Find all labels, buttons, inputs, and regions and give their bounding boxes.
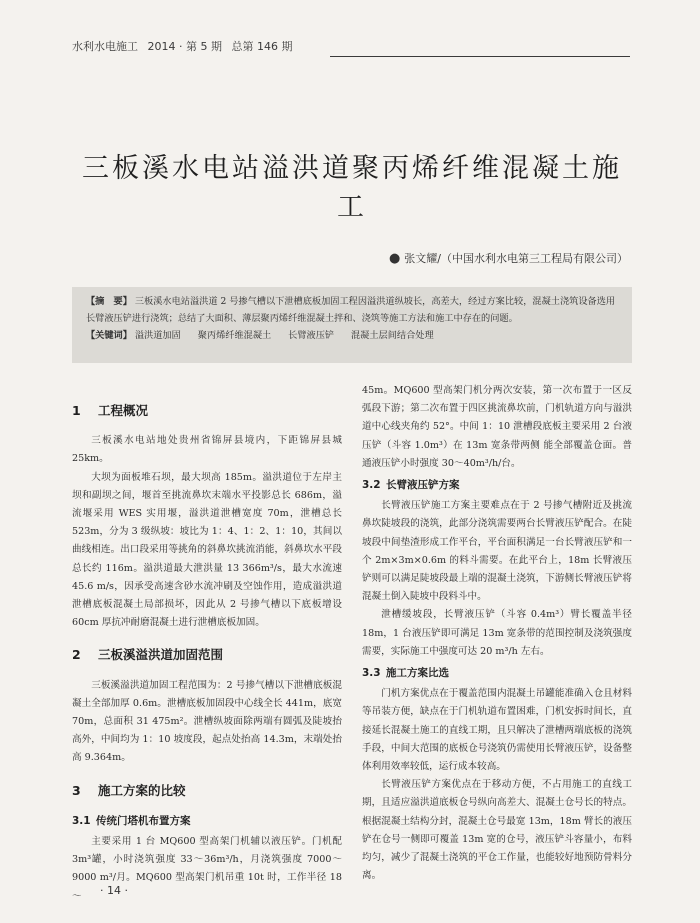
abstract-text: 三板溪水电站溢洪道 2 号掺气槽以下泄槽底板加固工程因溢洪道纵坡长，高差大，经过方案比较，混凝土浇筑设备选用长臂液压铲进行浇筑；总结了大面积、薄层聚丙烯纤维混凝土拌和、浇筑等施工方法和施工中存在的问题。 <box>86 296 616 324</box>
subsection-title: 长臂液压铲方案 <box>386 479 460 492</box>
subsection-heading <box>72 812 342 830</box>
paragraph: 门机方案优点在于覆盖范围内混凝土吊罐能准确入仓且材料等吊装方便，缺点在于门机轨道布置困难，门机安拆时间长，直接延长混凝土施工的直线工期，且只解决了泄槽两端底板的浇筑手段，中间大范围的底板仓号浇筑仍需使用长臂液压铲，设备整体利用效率较低，运行成本较高。 <box>362 688 632 773</box>
keywords-label: 【关键词】 <box>86 330 132 341</box>
author-affiliation: /（中国水利水电第三工程局有限公司） <box>437 252 628 265</box>
paragraph: 三板溪水电站地处贵州省锦屏县境内，下距锦屏县城 25km。 <box>72 435 342 465</box>
subsection-number: 3.2 <box>362 479 381 492</box>
section-number: 1 <box>72 403 81 418</box>
paragraph: 大坝为面板堆石坝，最大坝高 185m。溢洪道位于左岸主坝和副坝之间，堰首至挑流鼻坎末端水平投影总长 686m，溢流堰采用 WES 实用堰，溢洪道泄槽宽度 70m，泄槽总长 523m，分为 3 级纵坡：坡比为 1：4、1：2、1：10，其间以曲线相连。出口段采用等挑角的斜鼻坎挑流消能，斜鼻坎水平段总长约 116m。溢洪道最大泄洪量 13 366m³/s，最大水流速 45.6 m/s，因承受高速含砂水流冲刷及空蚀作用，造成溢洪道泄槽底板混凝土局部损坏，因此从 2 号掺气槽以下底板增设 60cm 厚抗冲耐磨混凝土进行泄槽底板加固。 <box>72 471 342 629</box>
section-heading <box>72 402 342 420</box>
issue-label: 2014 · 第 5 期 <box>147 40 222 53</box>
paragraph: 三板溪溢洪道加固工程范围为：2 号掺气槽以下泄槽底板混凝土全部加厚 0.6m。泄槽底板加固段中心线全长 441m，底宽 70m，总面积 31 475m²。泄槽纵坡面除两端有圆弧及陡坡抬高外，中间均为 1：10 坡度段，起点处抬高 14.3m，末端处抬高 9.364m。 <box>72 679 342 764</box>
author-line <box>389 250 628 266</box>
abstract-label: 【摘 要】 <box>86 296 132 307</box>
section-title: 施工方案的比较 <box>98 782 186 798</box>
subsection-heading <box>362 664 632 682</box>
right-column <box>362 382 632 885</box>
paragraph: 长臂液压铲施工方案主要难点在于 2 号掺气槽附近及挑流鼻坎陡坡段的浇筑，此部分浇筑需要两台长臂液压铲配合。在陡坡段中间垫渣形成工作平台，平台面积满足一台长臂液压铲和一个 2m×3m×0.6m 的料斗需要。在此平台上，18m 长臂液压铲则可以满足陡坡段最上端的混凝土浇筑，下游侧长臂液压铲将混凝土倒入陡坡中段料斗中。 <box>362 500 632 603</box>
abstract-box <box>72 287 632 363</box>
subsection-number: 3.1 <box>72 814 91 827</box>
keyword: 聚丙烯纤维混凝土 <box>197 330 272 341</box>
subsection-heading <box>362 476 632 494</box>
section-heading <box>72 782 342 800</box>
keyword: 溢洪道加固 <box>134 330 181 341</box>
running-header <box>72 38 632 58</box>
keyword: 混凝土层间结合处理 <box>351 330 434 341</box>
left-column <box>72 388 342 906</box>
section-title: 工程概况 <box>98 403 149 418</box>
paragraph: 主要采用 1 台 MQ600 型高架门机辅以液压铲。门机配 3m³罐，小时浇筑强度 33～36m³/h，月浇筑强度 7000～9000 m³/月。MQ600 型高架门机吊重 10t 时，工作半径 18～ <box>72 836 342 902</box>
header-rule <box>330 56 630 57</box>
paragraph: 泄槽缓坡段，长臂液压铲（斗容 0.4m³）臂长覆盖半径 18m，1 台液压铲即可满足 13m 宽条带的范围控制及浇筑强度需要，实际施工中强度可达 20 m³/h 左右。 <box>362 609 632 657</box>
subsection-title: 传统门塔机布置方案 <box>96 814 191 827</box>
section-number: 2 <box>72 647 81 663</box>
subsection-number: 3.3 <box>362 667 381 680</box>
section-number: 3 <box>72 782 81 798</box>
bullet-icon: ● <box>388 251 401 266</box>
journal-name: 水利水电施工 <box>72 40 138 53</box>
author-name: 张文耀 <box>404 252 438 265</box>
section-title: 三板溪溢洪道加固范围 <box>98 647 224 663</box>
keyword: 长臂液压铲 <box>288 330 335 341</box>
abstract-text-block <box>86 293 618 327</box>
page-number: · 14 · <box>100 884 128 897</box>
paragraph: 长臂液压铲方案优点在于移动方便，不占用施工的直线工期，且适应溢洪道底板仓号纵向高差大、混凝土仓号长的特点。根据混凝土结构分封，混凝土仓号最宽 13m，18m 臂长的液压铲在仓号一侧即可覆盖 13m 宽的仓号，液压铲斗容量小，布料均匀，减少了混凝土浇筑的平仓工作量，也能较好地预防骨料分离。 <box>362 779 632 882</box>
subsection-title: 施工方案比选 <box>386 667 449 680</box>
article-title: 三板溪水电站溢洪道聚丙烯纤维混凝土施工 <box>82 153 622 223</box>
paragraph: 45m。MQ600 型高架门机分两次安装，第一次布置于一区反弧段下游；第二次布置于四区挑流鼻坎前，门机轨道方向与溢洪道中心线夹角约 52°。中间 1：10 泄槽段底板主要采用 2 台液压铲（斗容 1.0m³）在 13m 宽条带两侧 能全部覆盖仓面。普通液压铲小时强度 30～40m³/h/台。 <box>362 385 632 469</box>
section-heading <box>72 646 342 664</box>
total-issue-label: 总第 146 期 <box>231 40 293 53</box>
keywords-block <box>86 327 618 344</box>
